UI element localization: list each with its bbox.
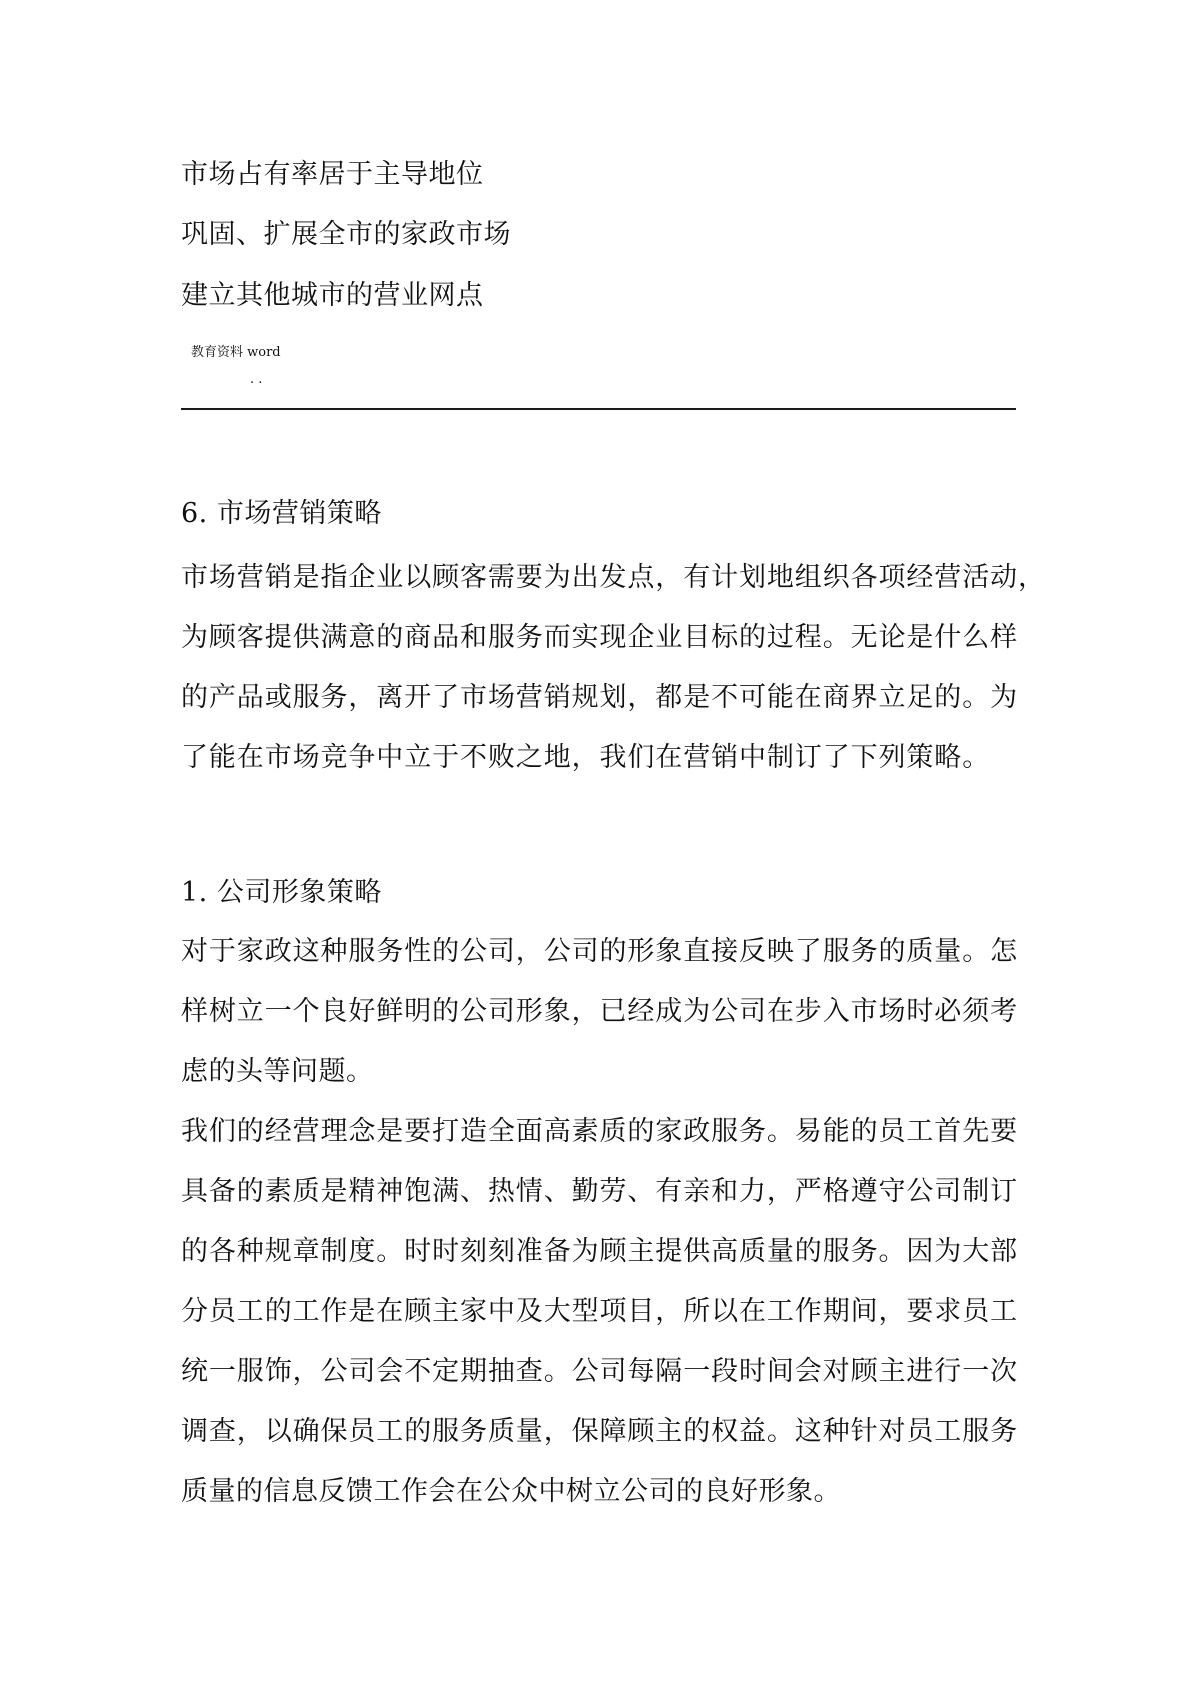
paragraph-line: 分员工的工作是在顾主家中及大型项目，所以在工作期间，要求员工 (181, 1296, 1018, 1327)
paragraph-line: 样树立一个良好鲜明的公司形象，已经成为公司在步入市场时必须考 (181, 996, 1018, 1027)
paragraph-line: 对于家政这种服务性的公司，公司的形象直接反映了服务的质量。怎 (181, 936, 1018, 967)
goal-line-1: 市场占有率居于主导地位 (181, 159, 484, 190)
paragraph-line: 调查，以确保员工的服务质量，保障顾主的权益。这种针对员工服务 (181, 1416, 1018, 1447)
subsection-heading: 1. 公司形象策略 (181, 877, 382, 908)
goal-line-2: 巩固、扩展全市的家政市场 (181, 219, 511, 250)
paragraph-line: 质量的信息反馈工作会在公众中树立公司的良好形象。 (181, 1476, 841, 1507)
goal-line-3: 建立其他城市的营业网点 (181, 280, 484, 311)
paragraph-line: 统一服饰，公司会不定期抽查。公司每隔一段时间会对顾主进行一次 (181, 1356, 1018, 1387)
section-heading: 6. 市场营销策略 (181, 498, 382, 529)
section-paragraph-line: 市场营销是指企业以顾客需要为出发点，有计划地组织各项经营活动， (181, 562, 1046, 593)
paragraph-line: 的各种规章制度。时时刻刻准备为顾主提供高质量的服务。因为大部 (181, 1236, 1018, 1267)
paragraph-line: 具备的素质是精神饱满、热情、勤劳、有亲和力，严格遵守公司制订 (181, 1176, 1018, 1207)
section-paragraph-line: 了能在市场竞争中立于不败之地，我们在营销中制订了下列策略。 (181, 742, 991, 773)
paragraph-line: 我们的经营理念是要打造全面高素质的家政服务。易能的员工首先要 (181, 1116, 1018, 1147)
footer-dots: . . (250, 372, 263, 387)
footer-rule (181, 408, 1016, 410)
paragraph-line: 虑的头等问题。 (181, 1056, 374, 1087)
section-paragraph-line: 的产品或服务，离开了市场营销规划，都是不可能在商界立足的。为 (181, 682, 1018, 713)
footer-label: 教育资料 word (191, 345, 281, 360)
section-paragraph-line: 为顾客提供满意的商品和服务而实现企业目标的过程。无论是什么样 (181, 622, 1018, 653)
